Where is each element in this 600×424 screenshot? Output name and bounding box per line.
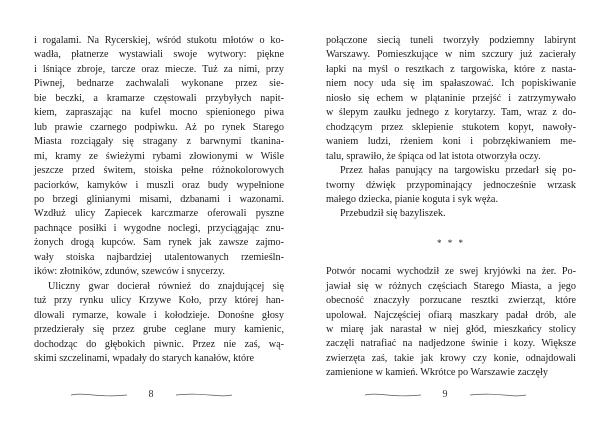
paragraph [326,265,576,381]
text-line: paciorków, kamyków i muszli oraz budy wypełnione [34,179,284,191]
right-page-text [326,34,576,381]
text-line: dlowali rymarze, kowale i kołodzieje. Donośne głosy [34,309,284,321]
page-number: 8 [148,389,154,400]
right-page [300,0,600,424]
text-line: Przez hałas panujący na targowisku przedarł się po- [340,165,576,177]
text-line: lub prawie czarnego podpiwku. Aż po rynek Starego [34,121,284,133]
text-line: obecność znaczyły porzucane resztki zwierząt, które [326,295,576,307]
paragraph [34,280,284,367]
text-line: talu, sprawiło, że śpiąca od lat istota otworzyła oczy. [326,150,541,162]
text-line: po brzegi glinianymi misami, dzbanami i wazonami. [34,193,284,205]
text-line: w miarę jak narastał w niej głód, mieszkańcy stolicy [326,324,576,336]
text-line: i rogalami. Na Rycerskiej, wśród stukotu młotów o ko- [34,35,284,46]
text-line: zamienione w kamień. Wkrótce po Warszawie zaczęły [326,367,548,379]
text-line: tuż przy rynku ulicy Krzywe Koło, przy której han- [34,295,284,307]
text-line: żonych drogą kupców. Sam rynek jak zawsze zajmo- [34,237,284,249]
text-line: Miasta rozciągały się stragany z barwnymi tkanina- [34,136,284,148]
page-number: 9 [442,389,448,400]
text-line: upolował. Najczęściej ofiarą maszkary padał drób, ale [326,309,576,321]
text-line: i lśniące zbroje, tarcze oraz miecze. Tuż za nimi, przy [34,63,284,75]
paragraph [34,34,284,280]
text-line: tworny dźwięk przypominający jednocześnie wrzask [326,179,576,191]
left-page-footer [66,389,236,400]
left-swash-ornament-icon [363,392,423,398]
text-line: jeszcze przed świtem, stoiska pełne różnokolorowych [34,165,284,177]
paragraph [326,207,576,221]
text-line: Uliczny gwar docierał również do znajdującej się [48,280,284,292]
left-swash-ornament-icon [69,392,129,398]
text-line: mi, kramy ze świeżymi rybami złowionymi w Wiśle [34,150,284,162]
text-line: Przebudził się bazyliszek. [340,208,446,220]
text-line: Potwór nocami wychodził ze swej kryjówki na żer. Po- [326,266,576,278]
text-line: łapki na myśl o resztkach z targowiska, które z nasta- [326,63,576,75]
text-line: zaczęli natrafiać na nadjedzone świnie i kozy. Większe [326,338,576,350]
left-page-text [34,34,284,366]
right-swash-ornament-icon [468,392,528,398]
text-line: dochodząc do głębokich piwnic. Przez nie zaś, wą- [34,338,284,350]
text-line: niem nocy uda się im spałaszować. Ich popiskiwanie [326,78,576,90]
text-line: zwierzęta zaś, takie jak krowy czy konie, odnajdowali [326,352,576,364]
text-line: pachnące posiłki i wygodne noclegi, przyciągając znu- [34,222,284,234]
text-line: wadła, płatnerze wystawiali swoje wytwory: piękne [34,49,284,61]
text-line: małego dziecka, pianie koguta i syk węża. [326,193,498,205]
text-line: niosło się echem w plątaninie przejść i zatrzymywało [326,92,576,104]
section-break-asterisks: * * * [437,238,465,249]
text-line: wały stoiska najbardziej utalentowanych rzemieśln- [34,251,284,263]
right-swash-ornament-icon [174,392,234,398]
right-page-footer [360,389,530,400]
text-line: waniem ludzi, rżeniem koni i pobrzękiwaniem me- [326,136,576,148]
text-line: w ślepym zaułku jednego z korytarzy. Tam, wraz z do- [326,107,576,119]
text-line: połączone siecią tuneli tworzyły podziemny labirynt [326,35,576,46]
text-line: ików: złotników, zdunów, szewców i snycerzy. [34,266,225,278]
paragraph [326,164,576,207]
text-line: bie beczki, a kramarze częstowali przybyłych napit- [34,92,284,104]
paragraph [326,34,576,164]
text-line: skimi szczelinami, wpadały do starych kanałów, które [34,352,255,364]
text-line: przedzierały się przez grube ceglane mury kamienic, [34,324,284,336]
text-line: chodzącym przez sklepienie stukotem kopyt, nawoły- [326,121,576,133]
text-line: Warszawy. Pomieszkujące w nim szczury już zacierały [326,49,576,61]
text-line: Wzdłuż ulicy Zapiecek karczmarze oferowali pyszne [34,208,284,220]
text-line: jawiał się w różnych częściach Starego Miasta, a jego [326,280,576,292]
text-line: kiem, zapraszając na kufel mocno spienionego piwa [34,107,284,119]
text-line: Piwnej, bednarze zachwalali wykonane przez sie- [34,78,284,90]
